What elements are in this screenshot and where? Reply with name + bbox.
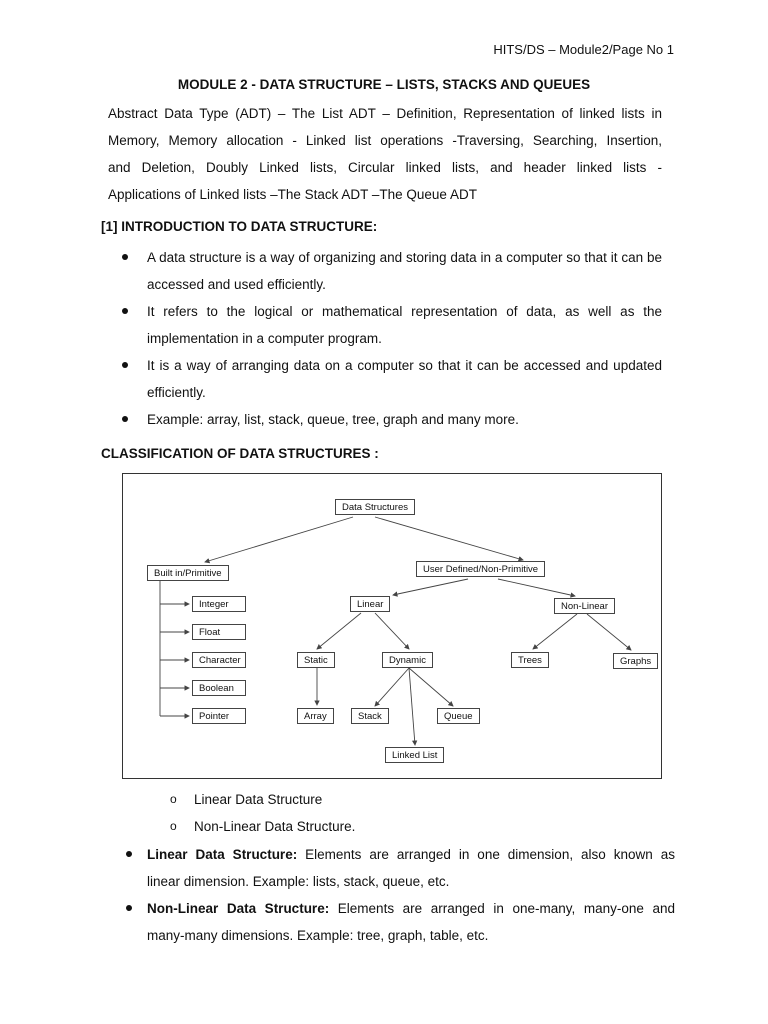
- section-heading-classification: CLASSIFICATION OF DATA STRUCTURES :: [101, 446, 379, 461]
- definitions-list: [100, 841, 675, 949]
- definition-text: linear dimension. Example: lists, stack, queue, etc.: [147, 874, 450, 889]
- definition-term: Linear Data Structure:: [147, 847, 298, 862]
- definition-text: many-many dimensions. Example: tree, graph, table, etc.: [147, 928, 489, 943]
- node-pointer: Pointer: [192, 708, 246, 724]
- definition-linear: [100, 841, 675, 895]
- node-boolean: Boolean: [192, 680, 246, 696]
- bullet-icon: [122, 254, 128, 260]
- node-static: Static: [297, 652, 335, 668]
- node-non-linear: Non-Linear: [554, 598, 615, 614]
- classification-diagram: [122, 473, 662, 779]
- node-queue: Queue: [437, 708, 480, 724]
- module-syllabus: [108, 100, 662, 208]
- node-character: Character: [192, 652, 246, 668]
- bullet-icon: [122, 416, 128, 422]
- circle-bullet-icon: o: [170, 819, 177, 833]
- node-user-defined-non-primitive: User Defined/Non-Primitive: [416, 561, 545, 577]
- bullet-icon: [122, 308, 128, 314]
- syllabus-line: Memory, Memory allocation - Linked list operations -Traversing, Searching, Insertion,: [108, 133, 662, 148]
- syllabus-line: and Deletion, Doubly Linked lists, Circular linked lists, and header linked lists -: [108, 160, 662, 175]
- node-trees: Trees: [511, 652, 549, 668]
- bullet-icon: [126, 851, 132, 857]
- node-linear: Linear: [350, 596, 390, 612]
- classification-type-list: [170, 786, 355, 840]
- node-integer: Integer: [192, 596, 246, 612]
- node-stack: Stack: [351, 708, 389, 724]
- node-float: Float: [192, 624, 246, 640]
- bullet-icon: [122, 362, 128, 368]
- syllabus-line: Applications of Linked lists –The Stack ADT –The Queue ADT: [108, 187, 477, 202]
- list-item: Example: array, list, stack, queue, tree, graph and many more.: [100, 406, 662, 433]
- bullet-icon: [126, 905, 132, 911]
- list-item: o Non-Linear Data Structure.: [170, 813, 355, 840]
- definition-term: Non-Linear Data Structure:: [147, 901, 330, 916]
- definition-text: Elements are arranged in one-many, many-one and: [329, 901, 675, 916]
- list-item: It refers to the logical or mathematical representation of data, as well as the implementation in a computer program.: [100, 298, 662, 352]
- node-graphs: Graphs: [613, 653, 658, 669]
- definition-text: Elements are arranged in one dimension, also known as: [297, 847, 675, 862]
- node-built-in-primitive: Built in/Primitive: [147, 565, 229, 581]
- module-title: MODULE 2 - DATA STRUCTURE – LISTS, STACKS AND QUEUES: [177, 77, 591, 92]
- circle-bullet-icon: o: [170, 792, 177, 806]
- syllabus-line: Abstract Data Type (ADT) – The List ADT – Definition, Representation of linked lists in: [108, 106, 662, 121]
- list-item: It is a way of arranging data on a computer so that it can be accessed and updated efficiently.: [100, 352, 662, 406]
- section-heading-introduction: [1] INTRODUCTION TO DATA STRUCTURE:: [101, 219, 378, 234]
- list-item: A data structure is a way of organizing and storing data in a computer so that it can be accessed and used efficiently.: [100, 244, 662, 298]
- definition-non-linear: [100, 895, 675, 949]
- node-data-structures: Data Structures: [335, 499, 415, 515]
- page-header: HITS/DS – Module2/Page No 1: [493, 42, 674, 57]
- node-array: Array: [297, 708, 334, 724]
- node-dynamic: Dynamic: [382, 652, 433, 668]
- node-linked-list: Linked List: [385, 747, 444, 763]
- list-item: o Linear Data Structure: [170, 786, 355, 813]
- introduction-bullet-list: [100, 244, 662, 433]
